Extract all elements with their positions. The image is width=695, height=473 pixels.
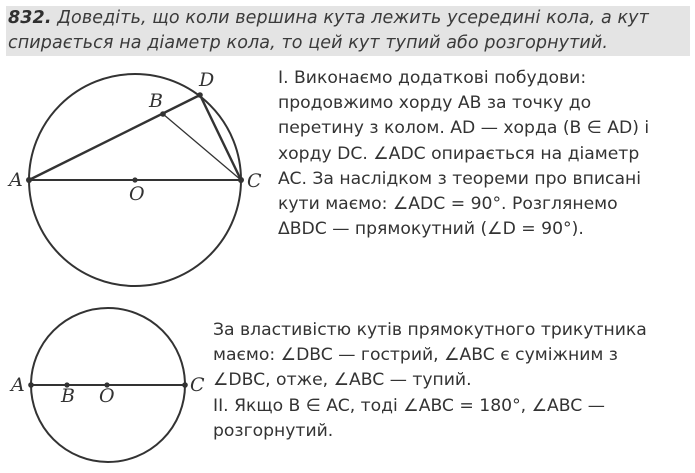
solution-line: I. Виконаємо додаткові побудови: (278, 68, 587, 88)
solution-line: перетину з колом. AD — хорда (B ∈ AD) і (278, 118, 650, 139)
point-c-2 (182, 382, 188, 388)
solution-line: За властивістю кутів прямокутного трикутника (213, 320, 647, 340)
label-a-2: A (11, 374, 25, 396)
problem-statement-line-2: спирається на діаметр кола, то цей кут тупий або розгорнутий. (6, 31, 690, 56)
solution-line: II. Якщо B ∈ AC, тоді ∠ABC = 180°, ∠ABC — (213, 395, 605, 416)
solution-line: продовжимо хорду AB за точку до (278, 93, 592, 114)
label-b-2: B (61, 385, 75, 407)
solution-line: хорду DC. ∠ADC опирається на діаметр (278, 143, 640, 164)
segment-bc (163, 114, 241, 180)
solution-line: кути маємо: ∠ADC = 90°. Розглянемо (278, 194, 618, 215)
solution-line: AC. За наслідком з теореми про вписані (278, 168, 642, 189)
figure-2 (9, 308, 205, 462)
problem-number: 832. (8, 8, 52, 28)
point-a (26, 177, 32, 183)
figure-1 (7, 69, 262, 286)
solution-part-2 (213, 318, 647, 444)
label-d: D (199, 69, 215, 91)
chord-dc (200, 95, 241, 180)
solution-line: ∠DBC, отже, ∠ABC — тупий. (213, 370, 472, 391)
solution-line: ΔBDC — прямокутний (∠D = 90°). (278, 219, 584, 240)
point-c (238, 177, 244, 183)
label-c: C (247, 170, 262, 192)
solution-part-1 (278, 66, 649, 242)
label-o: O (129, 183, 145, 205)
label-b: B (149, 90, 163, 112)
problem-statement-text-1: Доведіть, що коли вершина кута лежить усередині кола, а кут (57, 8, 649, 28)
chord-ad (29, 95, 200, 180)
point-o (132, 177, 137, 182)
solution-line: маємо: ∠DBC — гострий, ∠ABC є суміжним з (213, 345, 618, 366)
point-a-2 (28, 382, 34, 388)
label-a: A (9, 169, 23, 191)
point-d (197, 92, 203, 98)
label-o-2: O (99, 385, 115, 407)
solution-line: розгорнутий. (213, 420, 334, 441)
point-b (160, 111, 166, 117)
label-c-2: C (190, 374, 205, 396)
